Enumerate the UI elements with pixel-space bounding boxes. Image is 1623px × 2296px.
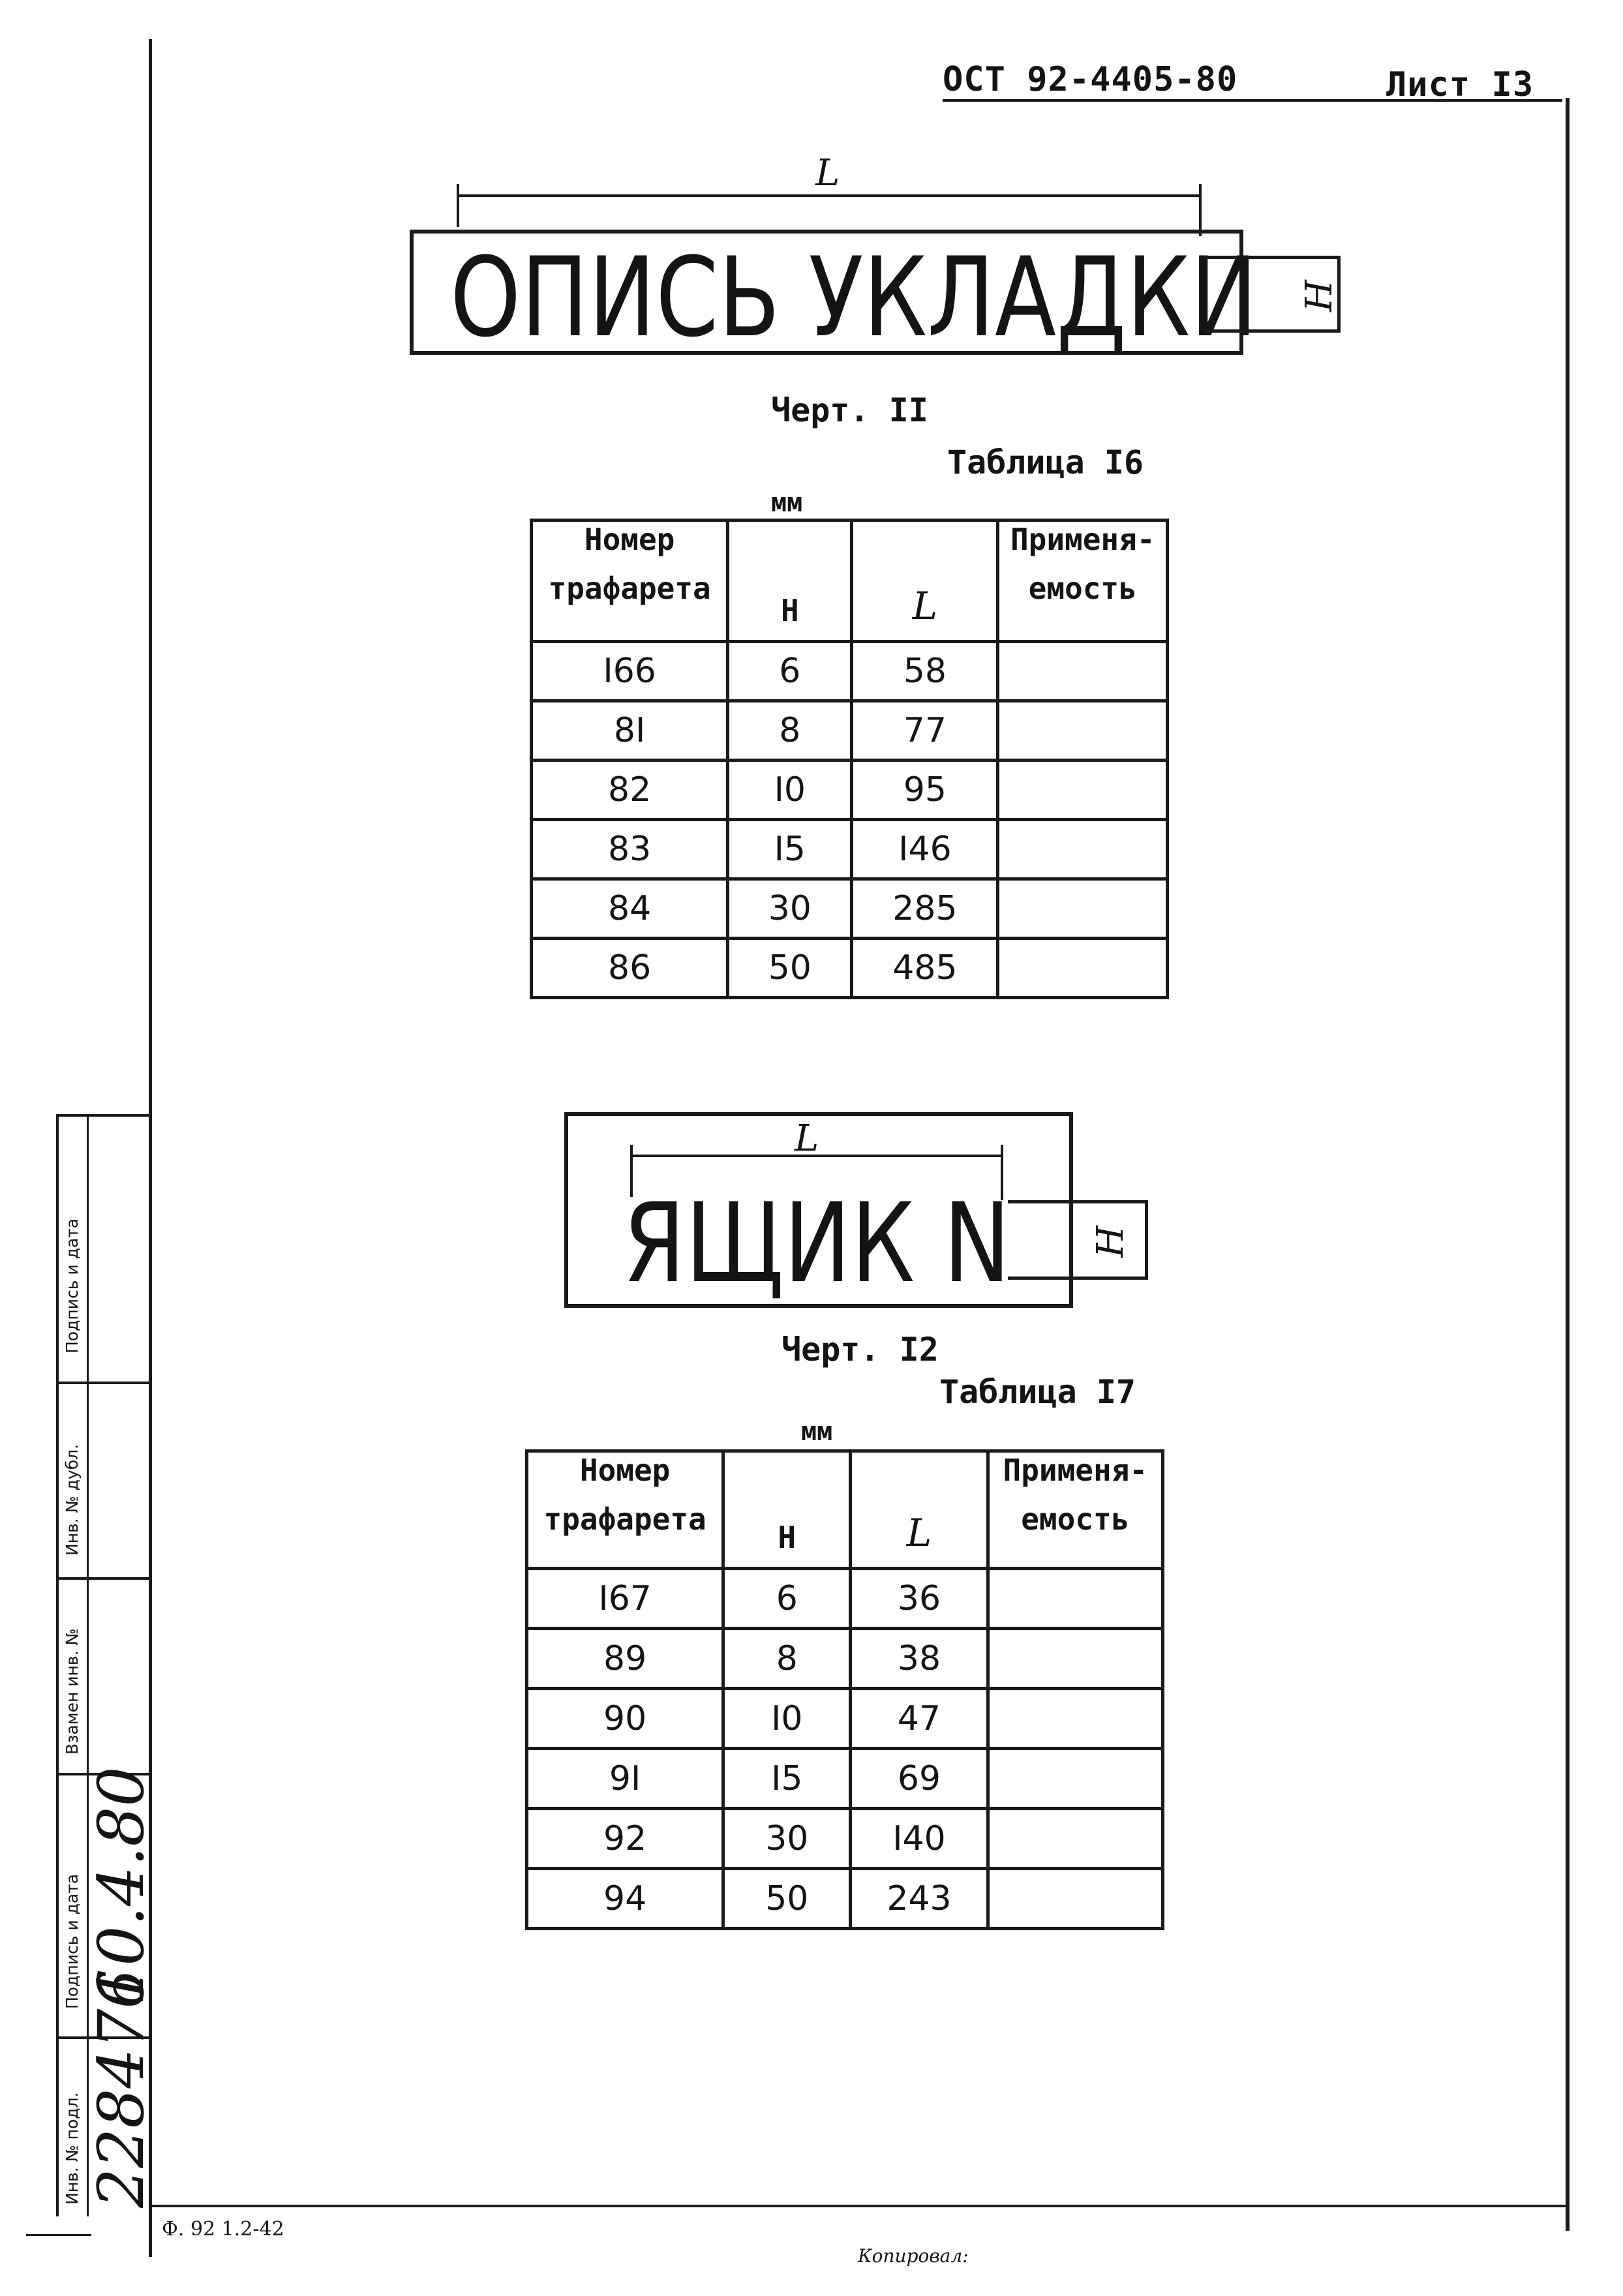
frame-bottom-line [149,2205,1570,2207]
stamp-handwritten-inv: 228476 [85,1969,158,2208]
table16 [530,519,1169,999]
dim-l-line-1 [458,194,1200,197]
sheet-number: Лист I3 [1386,65,1534,104]
table16-unit: мм [771,488,803,518]
stamp-outer-left [56,1114,59,2216]
table-row: I67 6 36 [527,1569,1163,1629]
stamp-label-replace-inv: Взамен инв. № [63,1628,82,1755]
table-row: 83 I5 I46 [532,820,1168,879]
stamp-sep-1 [56,1382,149,1384]
dim-l-label-2: L [795,1117,819,1160]
table-row: 84 30 285 [532,879,1168,939]
form-code: Ф. 92 1.2-42 [162,2218,284,2241]
table-row: 86 50 485 [532,939,1168,998]
table-row: 94 50 243 [527,1869,1163,1929]
dim-l-label-1: L [815,152,840,194]
drawing-caption-2: Черт. I2 [781,1331,939,1368]
table-row: I66 6 58 [532,642,1168,701]
stamp-top [56,1114,149,1117]
table-row: 9I I5 69 [527,1749,1163,1809]
stencil-text-1: ОПИСЬ УКЛАДКИ [450,234,1258,361]
stamp-label-sign-date: Подпись и дата [63,1873,82,2009]
table-row: 90 I0 47 [527,1689,1163,1749]
table17-title: Таблица I7 [939,1373,1136,1411]
stencil-text-2: ЯЩИК N [623,1179,1011,1307]
copied-label: Копировал: [858,2245,969,2267]
dim-l-tick-right-1 [1199,184,1202,236]
footer-line-left [26,2234,91,2236]
stamp-sep-2 [56,1577,149,1580]
frame-right-line [1566,98,1570,2231]
table17 [525,1449,1164,1930]
table17-unit: мм [801,1417,833,1447]
col-number-header: Номер трафарета [527,1451,723,1569]
col-l-header: L [852,521,998,642]
col-applicability-header: Применя- емость [998,521,1168,642]
table-row: 92 30 I40 [527,1809,1163,1869]
table-row: 82 I0 95 [532,761,1168,820]
stamp-label-orig-inv: Инв. № подл. [63,2092,82,2205]
dim-l-tick-left-1 [457,184,459,227]
dim-h-label-1: H [1298,280,1341,312]
stamp-label-sign-date-top: Подпись и дата [63,1218,82,1353]
col-l-header: L [851,1451,988,1569]
col-number-header: Номер трафарета [532,521,728,642]
table16-title: Таблица I6 [947,444,1144,481]
col-h-header: H [728,521,852,642]
stamp-handwritten-date: 10.4.80 [85,1766,158,2006]
drawing-caption-1: Черт. II [771,391,928,429]
table-row: 89 8 38 [527,1629,1163,1689]
col-applicability-header: Применя- емость [988,1451,1162,1569]
table-row: 8I 8 77 [532,701,1168,761]
dim-h-label-2: H [1089,1226,1132,1258]
col-h-header: H [723,1451,851,1569]
stamp-label-dup-inv: Инв. № дубл. [63,1443,82,1556]
doc-code: ОСТ 92-4405-80 [943,60,1238,99]
